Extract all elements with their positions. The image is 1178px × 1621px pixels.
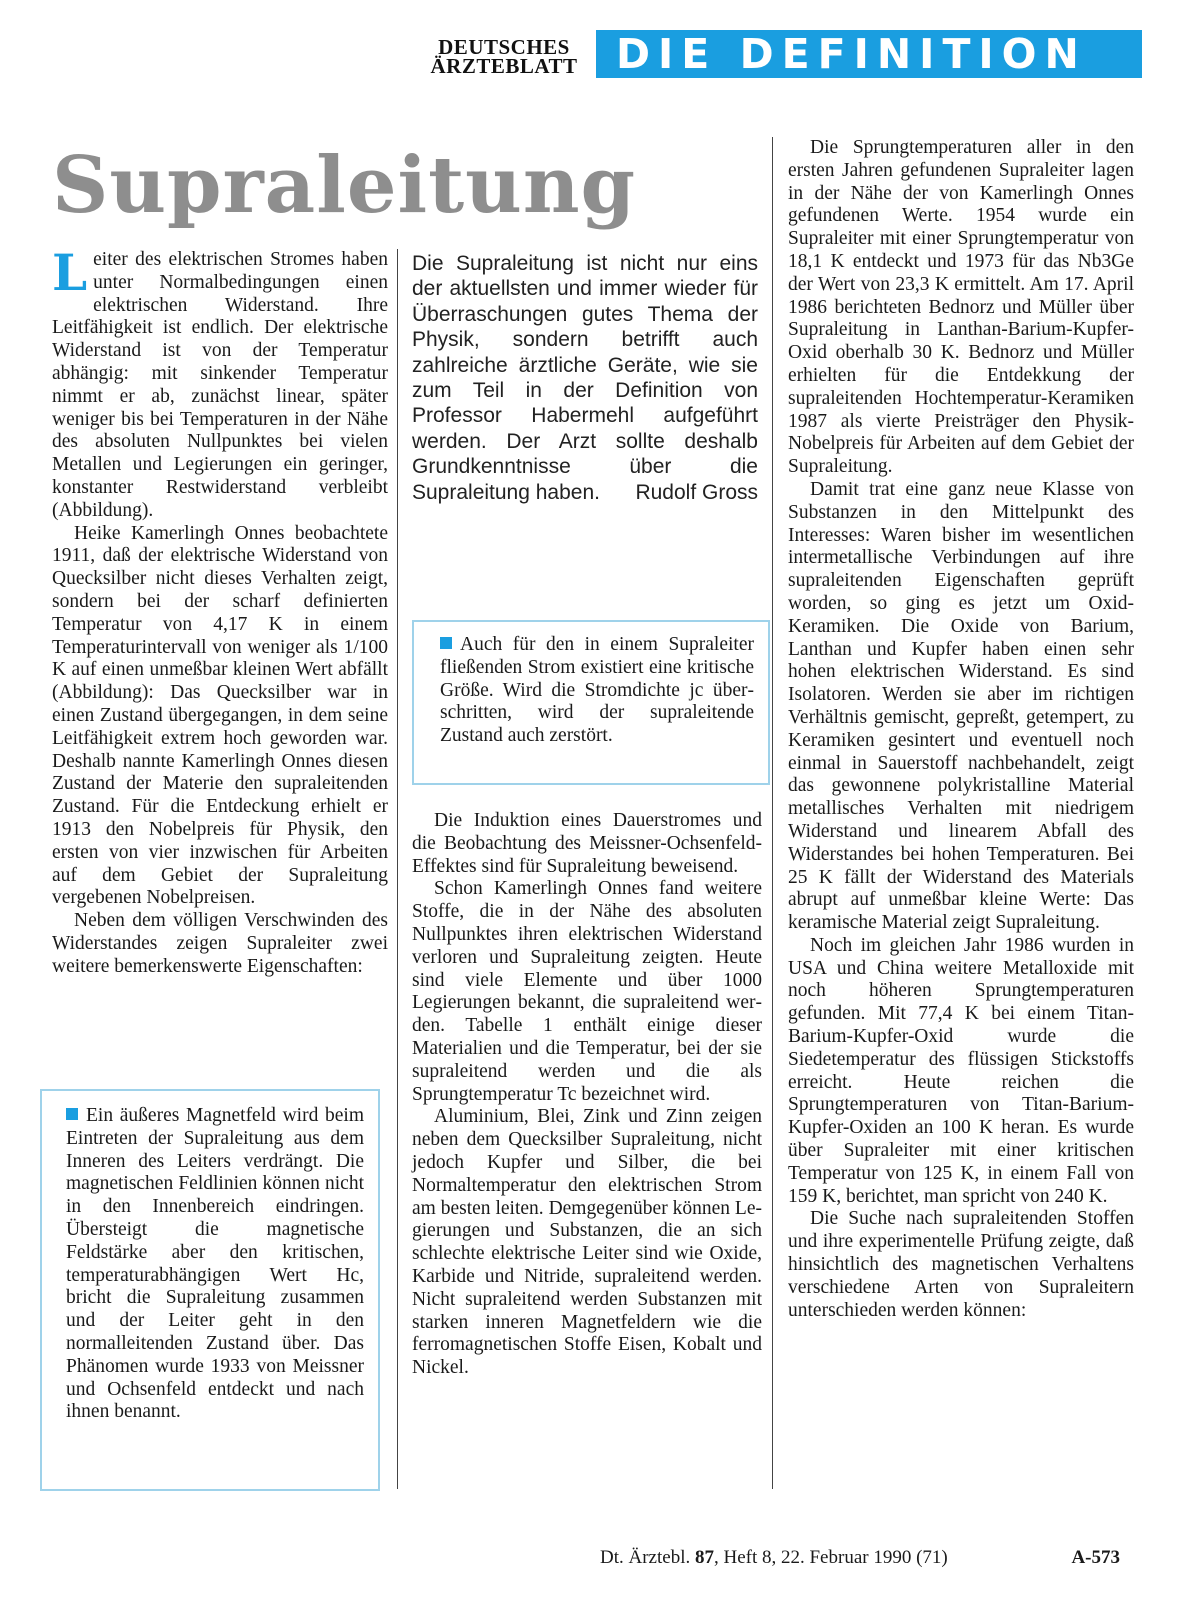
column-1 xyxy=(52,243,388,979)
intro-text xyxy=(412,251,758,505)
footer-issue: , Heft 8, 22. Februar 1990 (71) xyxy=(713,1547,948,1568)
bullet-square-icon xyxy=(66,1108,78,1120)
paragraph-ceramics: Damit trat eine ganz neue Klasse von Substanzen in den Mittelpunkt des Interesses: Waren bisher im wesentlichen intermetallische Verbindungen auf ihre supraleitenden Eigenschaften geprüft worden, so ging es jetzt um Oxid-Keramiken. Die Oxide von Barium, Lanthan und Kupfer haben einen sehr hohen elektrischen Widerstand. Es sind Isolatoren. Werden sie aber im richtigen Verhältnis gemischt, gepreßt, getempert, zu Keramiken gesintert und eventuell noch einmal in Sauerstoff nachbehandelt, zeigt das gewonnene polykristalline Material metallisches Verhalten mit niedrigem Widerstand und linearem Abfall des Widerstandes bei hohen Temperaturen. Bei 25 K fällt der Widerstand des Materials abrupt auf unmeßbar kleine Werte: Das keramische Material zeigt Supraleitung. xyxy=(788,478,1134,934)
paragraph-search: Die Suche nach supraleitenden Stoffen und ihre experimentelle Prüfung zeigte, daß hinsichtlich des magnetischen Verhaltens verschiedene Arten von Supraleitern unterschieden werden können: xyxy=(788,1208,1134,1321)
column-divider-left xyxy=(397,249,398,1489)
lead-paragraph-text: eiter des elektrischen Stromes haben unter Normalbedingungen einen elektrischen Widerstand. Ihre Leitfähigkeit ist endlich. Der elektrische Widerstand ist von der Temperatur abhängig: mit sinkender Temperatur nimmt er ab, zunächst linear, später weniger bis bei Temperaturen in der Nähe des absoluten Nullpunktes bei vielen Metallen und Legierungen ein geringer, konstanter Restwiderstand verbleibt (Abbildung). xyxy=(52,249,388,521)
paragraph-materials: Schon Kamerlingh Onnes fand weitere Stoffe, die in der Nähe des absoluten Nullpunktes ihren elektrischen Widerstand verloren und Supraleitung zeigten. Heute sind viele Elemente und über 1000 Legierungen bekannt, die supraleitend werden. Tabelle 1 enthält einige dieser Materialien und die Temperatur, bei der sie supraleitend werden und die als Sprungtemperatur Tc bezeichnet wird. xyxy=(412,878,762,1105)
paragraph-properties: Neben dem völligen Verschwinden des Widerstandes zeigen Supraleiter zwei weitere bemerkenswerte Eigenschaften: xyxy=(52,910,388,977)
info-box-magnetic-field xyxy=(40,1089,380,1491)
drop-cap: L xyxy=(52,243,88,302)
publication-logo xyxy=(420,35,588,78)
intro-author: Rudolf Gross xyxy=(635,480,758,504)
bullet-square-icon xyxy=(440,637,452,649)
column-2 xyxy=(412,810,762,1380)
paragraph-metals: Aluminium, Blei, Zink und Zinn zeigen neben dem Quecksilber Supraleitung, nicht jedoch Kupfer und Silber, die bei Normaltemperatur den elektrischen Strom am besten leiten. Demgegenüber können Legierungen und Substanzen, die an sich schlechte elektrische Leiter sind wie Oxide, Karbide und Nitride, supraleitend werden. Nicht supraleitend werden Substanzen mit starken inneren Magnetfeldern wie die ferromagnetischen Stoffe Eisen, Kobalt und Nickel. xyxy=(412,1106,762,1379)
footer-volume: 87 xyxy=(694,1547,714,1568)
column-divider-right xyxy=(772,137,773,1489)
section-banner: DIE DEFINITION xyxy=(596,30,1142,78)
footer-page-number: A-573 xyxy=(1071,1547,1120,1568)
publication-logo-line2: ÄRZTEBLATT xyxy=(430,54,578,78)
page-footer xyxy=(600,1546,1140,1570)
info-box-critical-current-text: Auch für den in einem Supraleiter fließenden Strom existiert eine kritische Größe. Wird die Stromdichte jc überschritten, wird der supraleitende Zustand auch zerstört. xyxy=(440,634,754,747)
footer-journal: Dt. Ärztebl. xyxy=(600,1547,691,1568)
paragraph-metal-oxides: Noch im gleichen Jahr 1986 wurden in USA und China weitere Metalloxide mit noch höheren Sprungtemperaturen gefunden. Mit 77,4 K bei einem Titan-Barium-Kupfer-Oxid wurde die Siedetemperatur des flüssigen Stickstoffs erreicht. Heute reichen die Sprungtemperaturen von Titan-Barium-Kupfer-Oxiden an 100 K heran. Es wurde über Supraleiter mit einer kritischen Temperatur von 125 K, in einem Fall von 159 K, berichtet, man spricht von 240 K. xyxy=(788,934,1134,1207)
paragraph-onnes: Heike Kamerlingh Onnes beobachtete 1911, daß der elektrische Widerstand von Quecksilber nicht dieses Verhalten zeigt, sondern bei der scharf definierten Temperatur von 4,17 K in einem Temperaturintervall von weniger als 1/100 K auf einen unmeßbar kleinen Wert abfällt (Abbildung): Das Quecksilber war in einen Zustand übergegangen, in dem seine Leitfähigkeit extrem hoch geworden war. Deshalb nannte Kamerlingh Onnes diesen Zustand der Materie den supraleitenden Zustand. Für die Entdeckung erhielt er 1913 den Nobelpreis für Physik, den ersten von vier inzwischen für Arbeiten auf dem Gebiet der Supraleitung vergebenen Nobelpreisen. xyxy=(52,522,388,909)
info-box-magnetic-field-text: Ein äußeres Magnetfeld wird beim Eintreten der Supraleitung aus dem Inneren des Leiters verdrängt. Die magnetischen Feldlinien können nicht in den Innenbereich eindringen. Übersteigt die magnetische Feldstärke aber den kritischen, temperaturabhängigen Wert Hc, bricht die Supraleitung zusammen und der Leiter geht in den normalleitenden Zustand über. Das Phänomen wurde 1933 von Meissner und Ochsenfeld entdeckt und nach ihnen benannt. xyxy=(66,1105,364,1423)
paragraph-transition-temperatures: Die Sprungtemperaturen aller in den ersten Jahren gefundenen Supraleiter lagen in der Nähe der von Kamerlingh Onnes gefundenen Werte. 1954 wurde ein Supraleiter mit einer Sprungtemperatur von 18,1 K entdeckt und 1973 für das Nb3Ge der Wert von 23,3 K ermittelt. Am 17. April 1986 berichteten Bednorz und Müller über Supraleitung in Lanthan-Barium-Kupfer-Oxid oberhalb 30 K. Bednorz und Müller erhielten für die Entdekkung der supraleitenden Hochtemperatur-Keramiken 1987 als vierte Preisträger den Physik-Nobelpreis für Arbeiten auf dem Gebiet der Supraleitung. xyxy=(788,137,1134,478)
intro-body: Die Supraleitung ist nicht nur eins der aktuellsten und immer wieder für Überraschungen gutes Thema der Physik, sondern betrifft auch zahlreiche ärztliche Geräte, wie sie zum Teil in der Definition von Professor Habermehl aufgeführt werden. Der Arzt sollte deshalb Grundkenntnisse über die Supraleitung haben. xyxy=(412,252,758,504)
paragraph-induction: Die Induktion eines Dauerstromes und die Beobachtung des Meissner-Ochsenfeld-Effektes sind für Supraleitung beweisend. xyxy=(412,810,762,877)
column-3 xyxy=(788,137,1134,1322)
page-title: Supraleitung xyxy=(52,140,637,231)
publication-logo-line1: DEUTSCHES xyxy=(438,35,570,59)
lead-paragraph xyxy=(52,243,388,523)
info-box-critical-current xyxy=(412,620,770,785)
